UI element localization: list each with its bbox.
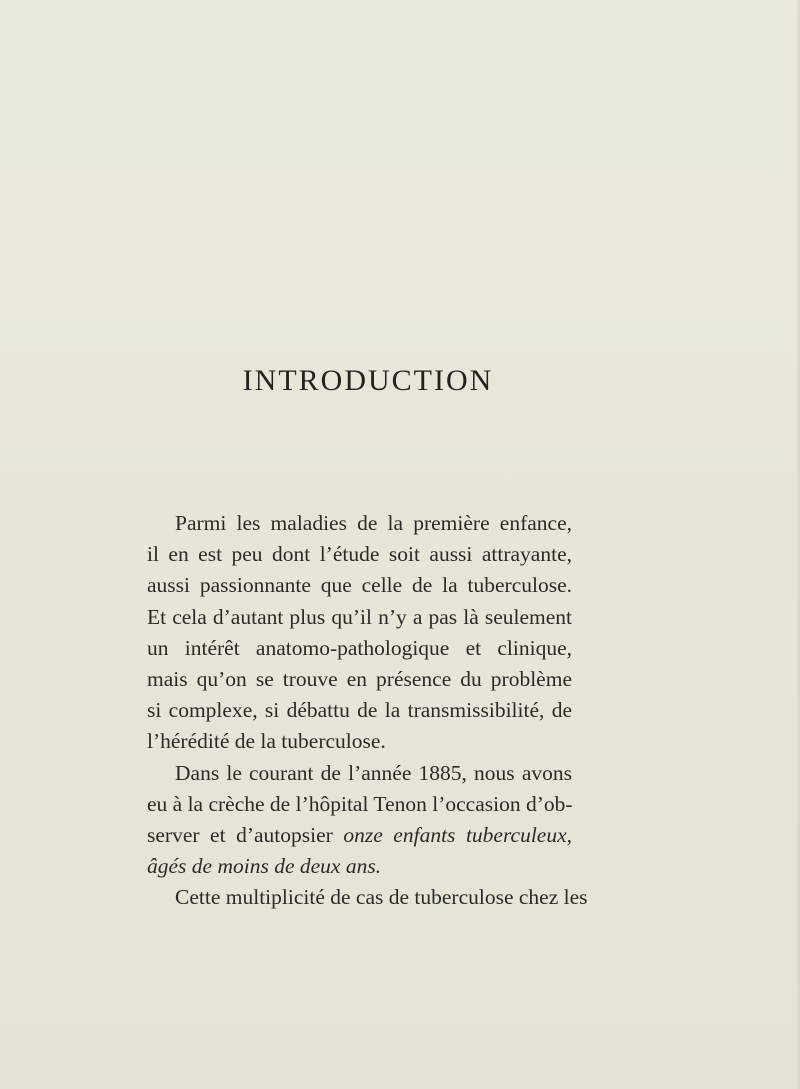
text-line-mixed <box>147 820 572 851</box>
page-edge-shadow <box>796 0 800 1089</box>
chapter-title: INTRODUCTION <box>242 364 494 397</box>
italic-segment: onze enfants tuberculeux, <box>343 822 572 847</box>
body-text <box>147 508 588 913</box>
text-line: Dans le courant de l’année 1885, nous avons <box>175 760 572 785</box>
text-line: il en est peu dont l’étude soit aussi attrayante, <box>147 542 572 567</box>
text-line: si complexe, si débattu de la transmissibilité, de <box>147 698 572 723</box>
text-line: Et cela d’autant plus qu’il n’y a pas là seulement <box>147 604 572 629</box>
text-line: Cette multiplicité de cas de tuberculose chez les <box>175 885 588 910</box>
text-line: l’hérédité de la tuberculose. <box>147 729 386 754</box>
text-line-italic: âgés de moins de deux ans. <box>147 854 382 879</box>
text-line: aussi passionnante que celle de la tuberculose. <box>147 573 572 598</box>
text-line: Parmi les maladies de la première enfance, <box>175 511 572 535</box>
text-line: mais qu’on se trouve en présence du problème <box>147 666 572 691</box>
text-line: eu à la crèche de l’hôpital Tenon l’occasion d’ob- <box>147 791 573 816</box>
text-segment: server et d’autopsier <box>147 822 344 847</box>
text-line: un intérêt anatomo-pathologique et clinique, <box>147 635 572 660</box>
